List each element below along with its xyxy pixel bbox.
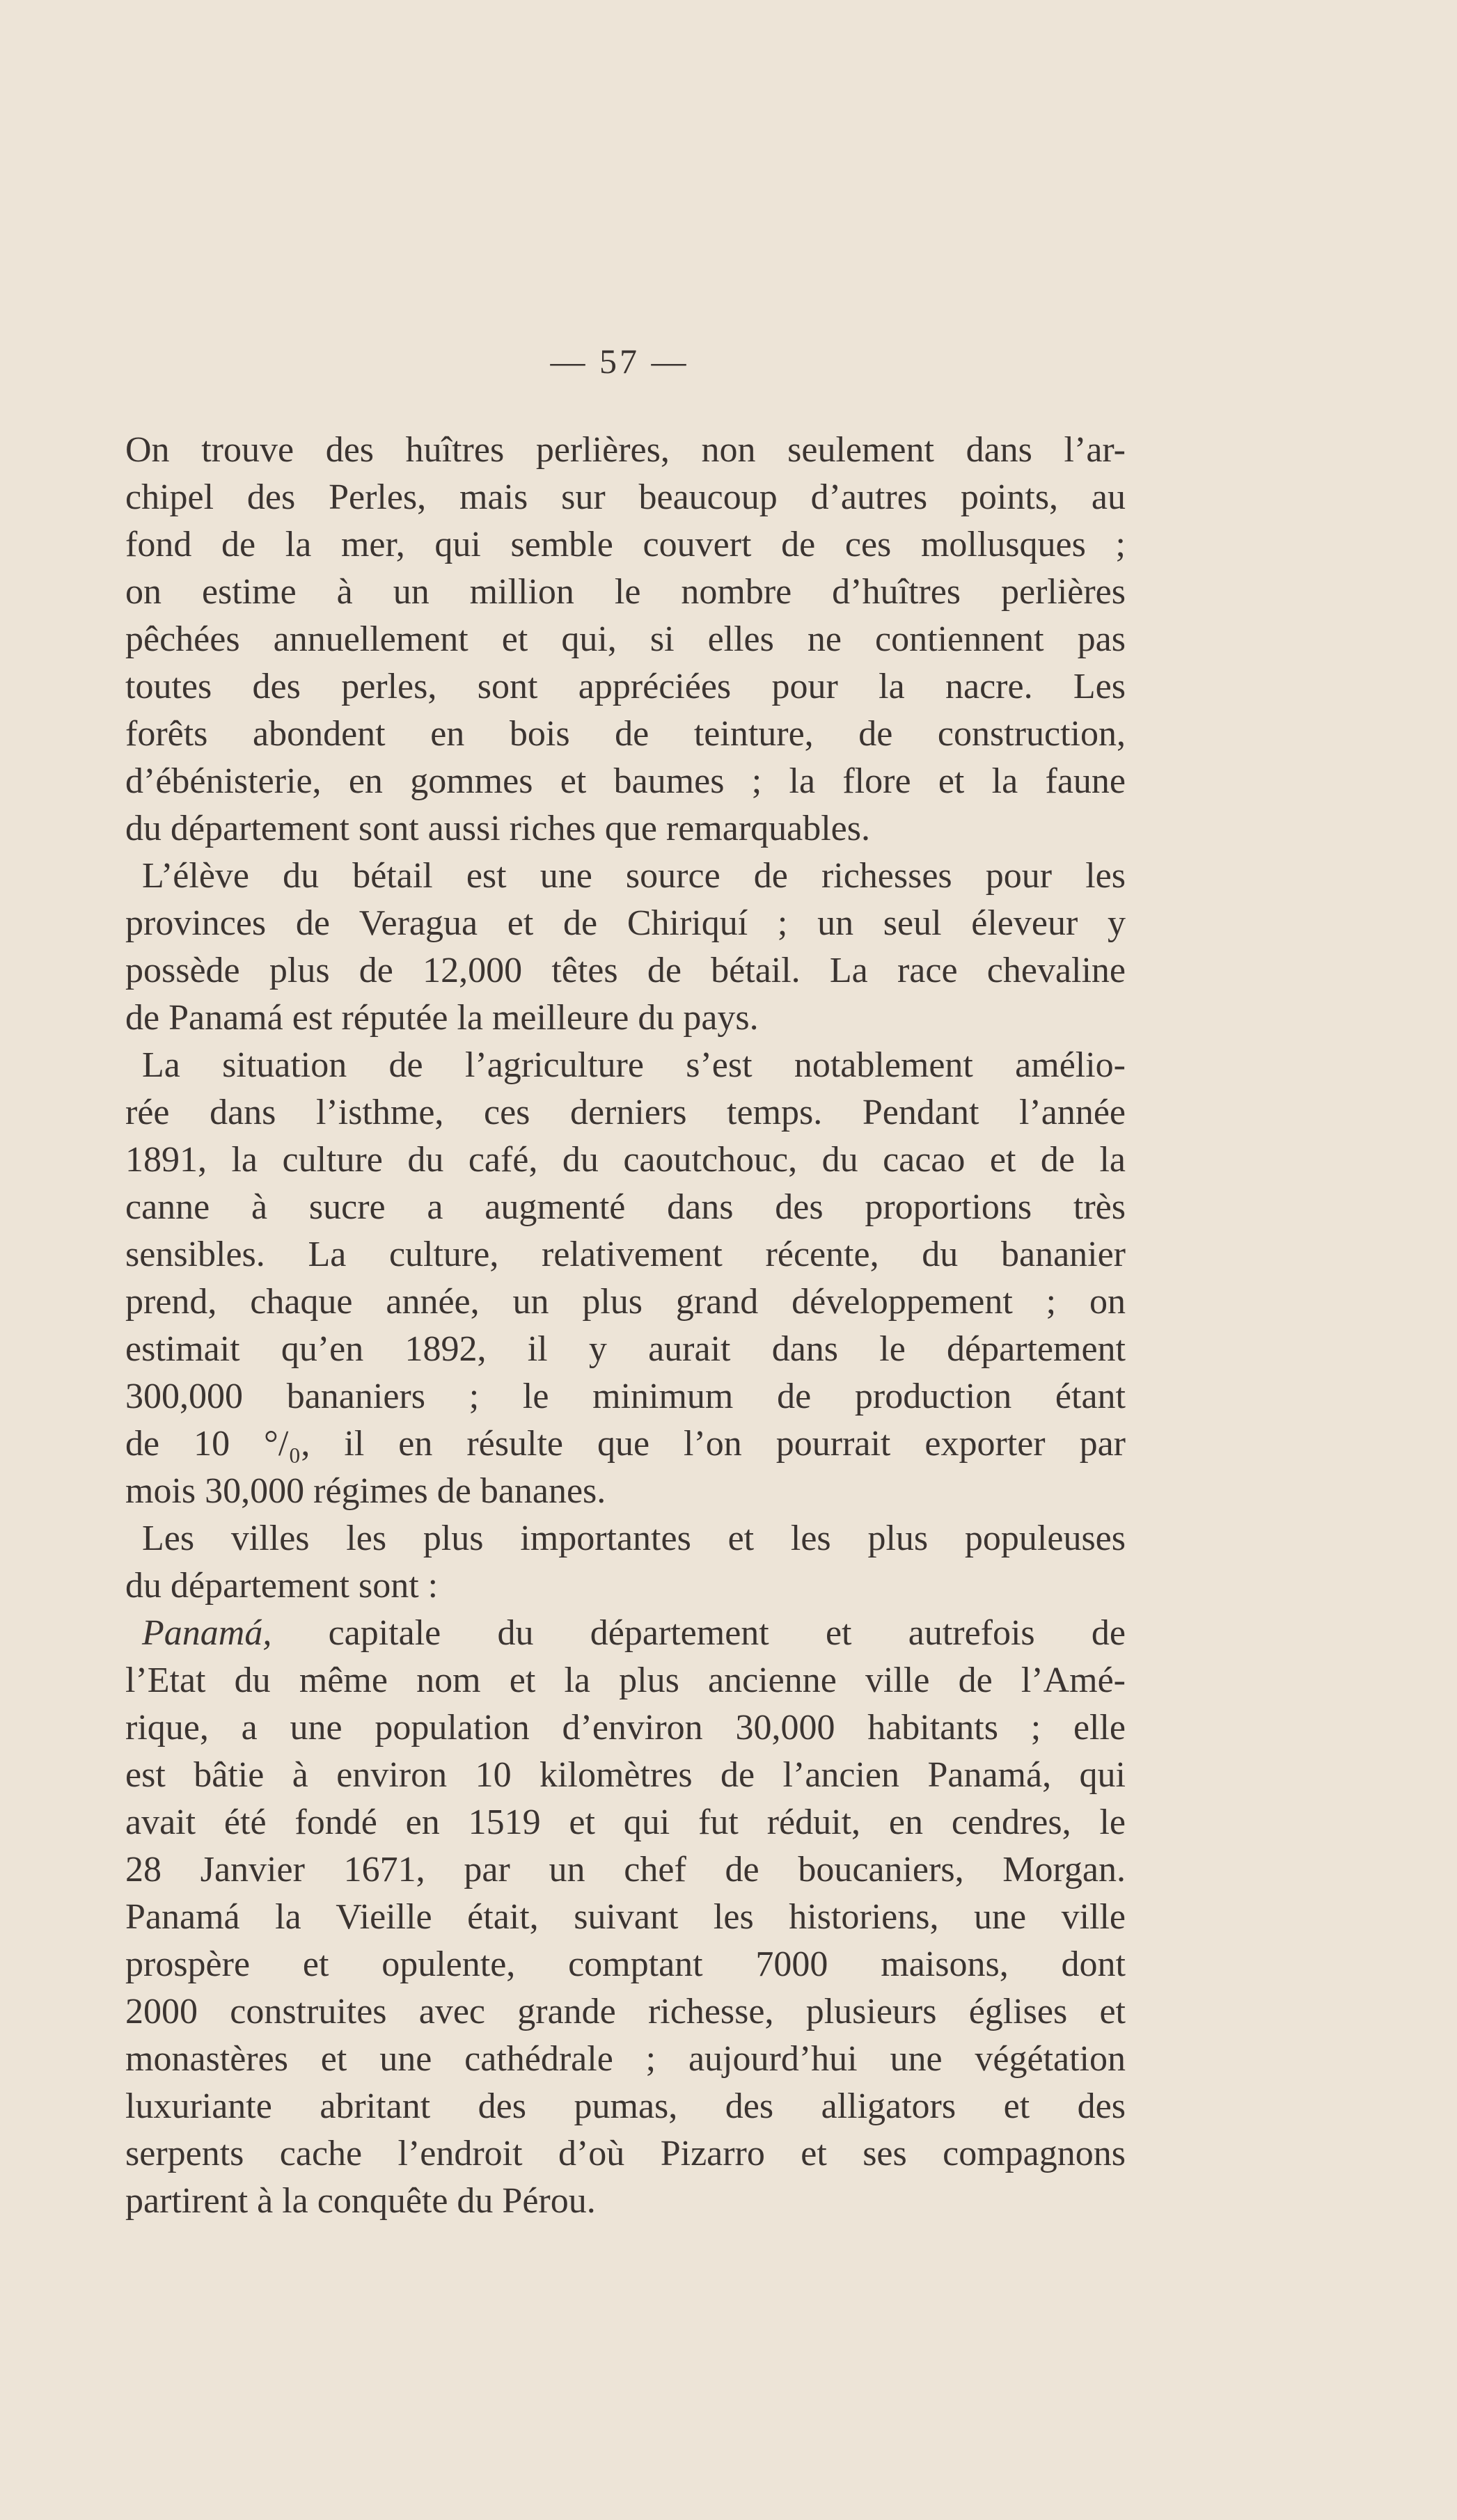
text-line-rest: capitale du département et autrefois de bbox=[271, 1613, 1126, 1653]
text-line: de Panamá est réputée la meilleure du pays. bbox=[125, 998, 759, 1038]
text-line: 1891, la culture du café, du caoutchouc, du cacao et de la bbox=[125, 1140, 1126, 1180]
text-line: 28 Janvier 1671, par un chef de boucaniers, Morgan. bbox=[125, 1850, 1126, 1889]
text-line: rique, a une population d’environ 30,000 habitants ; elle bbox=[125, 1708, 1126, 1748]
text-line: l’Etat du même nom et la plus ancienne ville de l’Amé- bbox=[125, 1661, 1126, 1700]
text-line: On trouve des huîtres perlières, non seulement dans l’ar- bbox=[125, 430, 1126, 470]
text-line: monastères et une cathédrale ; aujourd’hui une végétation bbox=[125, 2039, 1126, 2079]
text-line: sensibles. La culture, relativement récente, du bananier bbox=[125, 1235, 1126, 1274]
text-line: du département sont : bbox=[125, 1566, 439, 1606]
text-line: de 10 °/₀, il en résulte que l’on pourrait exporter par bbox=[125, 1424, 1126, 1464]
text-line: provinces de Veragua et de Chiriquí ; un seul éleveur y bbox=[125, 903, 1126, 943]
text-line: prospère et opulente, comptant 7000 maisons, dont bbox=[125, 1944, 1126, 1984]
body-text bbox=[125, 427, 1126, 2225]
text-line: est bâtie à environ 10 kilomètres de l’ancien Panamá, qui bbox=[125, 1755, 1126, 1795]
paragraph bbox=[125, 1515, 1126, 1610]
text-line: avait été fondé en 1519 et qui fut réduit, en cendres, le bbox=[125, 1802, 1126, 1842]
italic-place-name: Panamá, bbox=[142, 1613, 272, 1653]
text-line: mois 30,000 régimes de bananes. bbox=[125, 1471, 606, 1511]
text-line: Les villes les plus importantes et les plus populeuses bbox=[142, 1519, 1126, 1558]
paragraph bbox=[125, 1610, 1126, 2225]
page-number: — 57 — bbox=[550, 342, 689, 381]
text-line: on estime à un million le nombre d’huîtres perlières bbox=[125, 572, 1126, 612]
text-line: d’ébénisterie, en gommes et baumes ; la flore et la faune bbox=[125, 761, 1126, 801]
text-line bbox=[125, 1610, 1126, 1657]
paragraph bbox=[125, 1042, 1126, 1515]
text-line: fond de la mer, qui semble couvert de ces mollusques ; bbox=[125, 525, 1126, 564]
text-line: partirent à la conquête du Pérou. bbox=[125, 2181, 596, 2221]
text-line: 2000 construites avec grande richesse, plusieurs églises et bbox=[125, 1992, 1126, 2031]
text-line: La situation de l’agriculture s’est notablement amélio- bbox=[142, 1045, 1126, 1085]
text-line: possède plus de 12,000 têtes de bétail. La race chevaline bbox=[125, 951, 1126, 990]
text-line: estimait qu’en 1892, il y aurait dans le département bbox=[125, 1329, 1126, 1369]
text-line: chipel des Perles, mais sur beaucoup d’autres points, au bbox=[125, 477, 1126, 517]
text-line: 300,000 bananiers ; le minimum de production étant bbox=[125, 1377, 1126, 1416]
paragraph bbox=[125, 853, 1126, 1042]
paragraph bbox=[125, 427, 1126, 853]
text-line: prend, chaque année, un plus grand développement ; on bbox=[125, 1282, 1126, 1322]
text-line: toutes des perles, sont appréciées pour la nacre. Les bbox=[125, 667, 1126, 706]
text-line: forêts abondent en bois de teinture, de construction, bbox=[125, 714, 1126, 754]
text-line: luxuriante abritant des pumas, des alligators et des bbox=[125, 2086, 1126, 2126]
text-line: rée dans l’isthme, ces derniers temps. Pendant l’année bbox=[125, 1093, 1126, 1132]
text-line: L’élève du bétail est une source de richesses pour les bbox=[142, 856, 1126, 896]
text-line: serpents cache l’endroit d’où Pizarro et ses compagnons bbox=[125, 2134, 1126, 2173]
text-line: Panamá la Vieille était, suivant les historiens, une ville bbox=[125, 1897, 1126, 1937]
text-line: du département sont aussi riches que remarquables. bbox=[125, 809, 870, 848]
text-line: canne à sucre a augmenté dans des proportions très bbox=[125, 1187, 1126, 1227]
text-line: pêchées annuellement et qui, si elles ne contiennent pas bbox=[125, 619, 1126, 659]
